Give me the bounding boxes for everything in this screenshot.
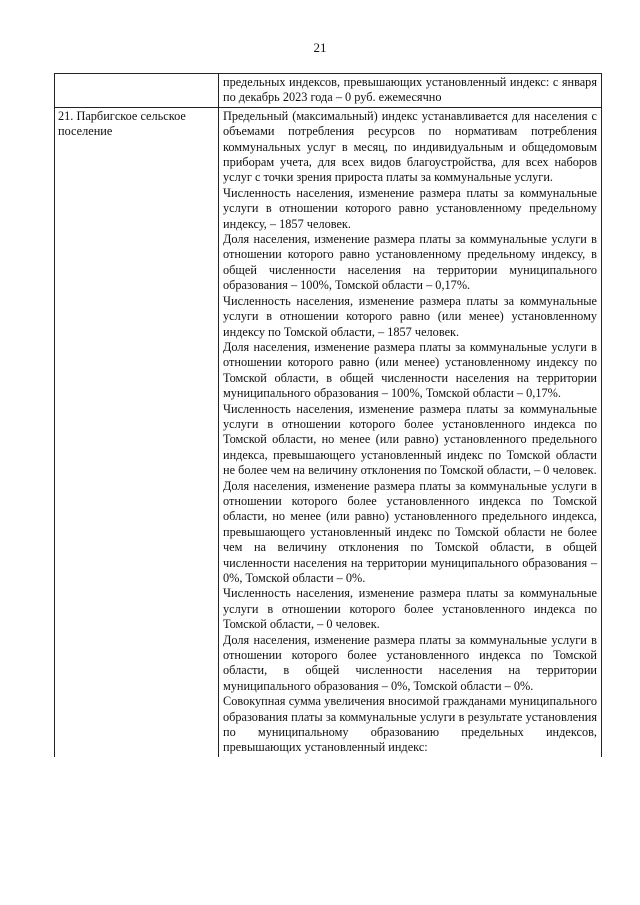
paragraph: Численность населения, изменение размера платы за коммунальные услуги в отношении которого равно (или менее) установленному индексу по Томской области, – 1857 человек. [223,293,597,339]
paragraph: Совокупная сумма увеличения вносимой гражданами муниципального образования платы за коммунальные услуги в результате установления по муниципальному образованию предельных индексов, превышающих установленный индекс: [223,694,597,755]
paragraph: Численность населения, изменение размера платы за коммунальные услуги в отношении которого равно установленному предельному индексу, – 1857 человек. [223,185,597,231]
paragraph: Численность населения, изменение размера платы за коммунальные услуги в отношении которого более установленного индекса по Томской области, но менее (или равно) установленного предельного индекса, превышающего установленный индекс по Томской области не более чем на величину отклонения по Томской области, – 0 человек. [223,401,597,478]
paragraph: Численность населения, изменение размера платы за коммунальные услуги в отношении которого более установленного индекса по Томской области, – 0 человек. [223,586,597,632]
paragraph: предельных индексов, превышающих установленный индекс: с января по декабрь 2023 года – 0 руб. ежемесячно [223,75,597,105]
municipality-cell: 21. Парбигское сельское поселение [55,107,219,757]
paragraph: Доля населения, изменение размера платы за коммунальные услуги в отношении которого равно (или менее) установленному индексу по Томской области, в общей численности населения на территории муниципального образования – 100%, Томской области – 0,17%. [223,339,597,401]
municipality-cell [55,74,219,108]
document-table [54,73,602,757]
description-cell [219,74,602,108]
paragraph: Доля населения, изменение размера платы за коммунальные услуги в отношении которого более установленного индекса по Томской области, но менее (или равно) установленного предельного индекса, превышающего установленный индекс по Томской области не более чем на величину отклонения по Томской области, в общей численности населения на территории муниципального образования – 0%, Томской области – 0%. [223,478,597,585]
table-row [55,74,602,108]
table-row [55,107,602,757]
paragraph: Доля населения, изменение размера платы за коммунальные услуги в отношении которого более установленного индекса по Томской области, в общей численности населения на территории муниципального образования – 0%, Томской области – 0%. [223,632,597,693]
description-cell [219,107,602,757]
paragraph: Предельный (максимальный) индекс устанавливается для населения с объемами потребления ресурсов по нормативам потребления коммунальных услуг в месяц, по индивидуальным и общедомовым приборам учета, для всех видов благоустройства, для всех наборов услуг с точки зрения прироста платы за коммунальные услуги. [223,108,597,185]
paragraph: Доля населения, изменение размера платы за коммунальные услуги в отношении которого равно установленному предельному индексу, в общей численности населения на территории муниципального образования – 100%, Томской области – 0,17%. [223,232,597,293]
page-number: 21 [313,40,327,55]
